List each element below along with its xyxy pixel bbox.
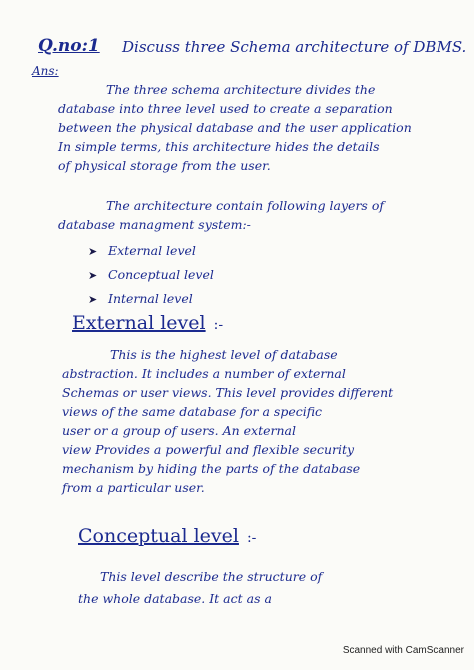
external-level-paragraph (62, 345, 452, 497)
arrow-bullet-icon: ➤ (88, 269, 98, 282)
heading-suffix: :- (213, 317, 224, 333)
text-line: database managment system:- (58, 217, 251, 232)
question-number: Q.no:1 (38, 36, 100, 56)
architecture-paragraph (58, 196, 448, 234)
list-item (88, 239, 214, 263)
question-title: Discuss three Schema architecture of DBMS. (122, 38, 467, 56)
heading-text: Conceptual level (78, 525, 239, 547)
text-line: In simple terms, this architecture hides the details (58, 139, 380, 154)
arrow-bullet-icon: ➤ (88, 245, 98, 258)
conceptual-level-heading (78, 525, 256, 547)
text-line: mechanism by hiding the parts of the database (62, 461, 361, 476)
text-line: This is the highest level of database (110, 347, 338, 362)
text-line: Schemas or user views. This level provides different (62, 385, 394, 400)
text-line: between the physical database and the user application (58, 120, 412, 135)
list-item-label: Conceptual level (108, 267, 214, 282)
list-item (88, 287, 214, 311)
text-line: The three schema architecture divides the (106, 82, 376, 97)
list-item (88, 263, 214, 287)
levels-list (88, 239, 214, 311)
text-line: abstraction. It includes a number of external (62, 366, 346, 381)
text-line: views of the same database for a specific (62, 404, 323, 419)
text-line: The architecture contain following layers of (106, 198, 384, 213)
text-line: the whole database. It act as a (78, 591, 272, 606)
intro-paragraph (58, 80, 448, 175)
conceptual-level-paragraph (78, 566, 468, 610)
text-line: of physical storage from the user. (58, 158, 271, 173)
list-item-label: External level (108, 243, 196, 258)
heading-suffix: :- (246, 530, 257, 546)
heading-text: External level (72, 312, 206, 334)
arrow-bullet-icon: ➤ (88, 293, 98, 306)
text-line: user or a group of users. An external (62, 423, 296, 438)
text-line: This level describe the structure of (100, 569, 323, 584)
list-item-label: Internal level (108, 291, 193, 306)
answer-label: Ans: (32, 64, 59, 78)
external-level-heading (72, 312, 223, 334)
text-line: view Provides a powerful and flexible security (62, 442, 355, 457)
scanner-watermark: Scanned with CamScanner (342, 645, 464, 656)
text-line: from a particular user. (62, 480, 205, 495)
text-line: database into three level used to create a separation (58, 101, 393, 116)
